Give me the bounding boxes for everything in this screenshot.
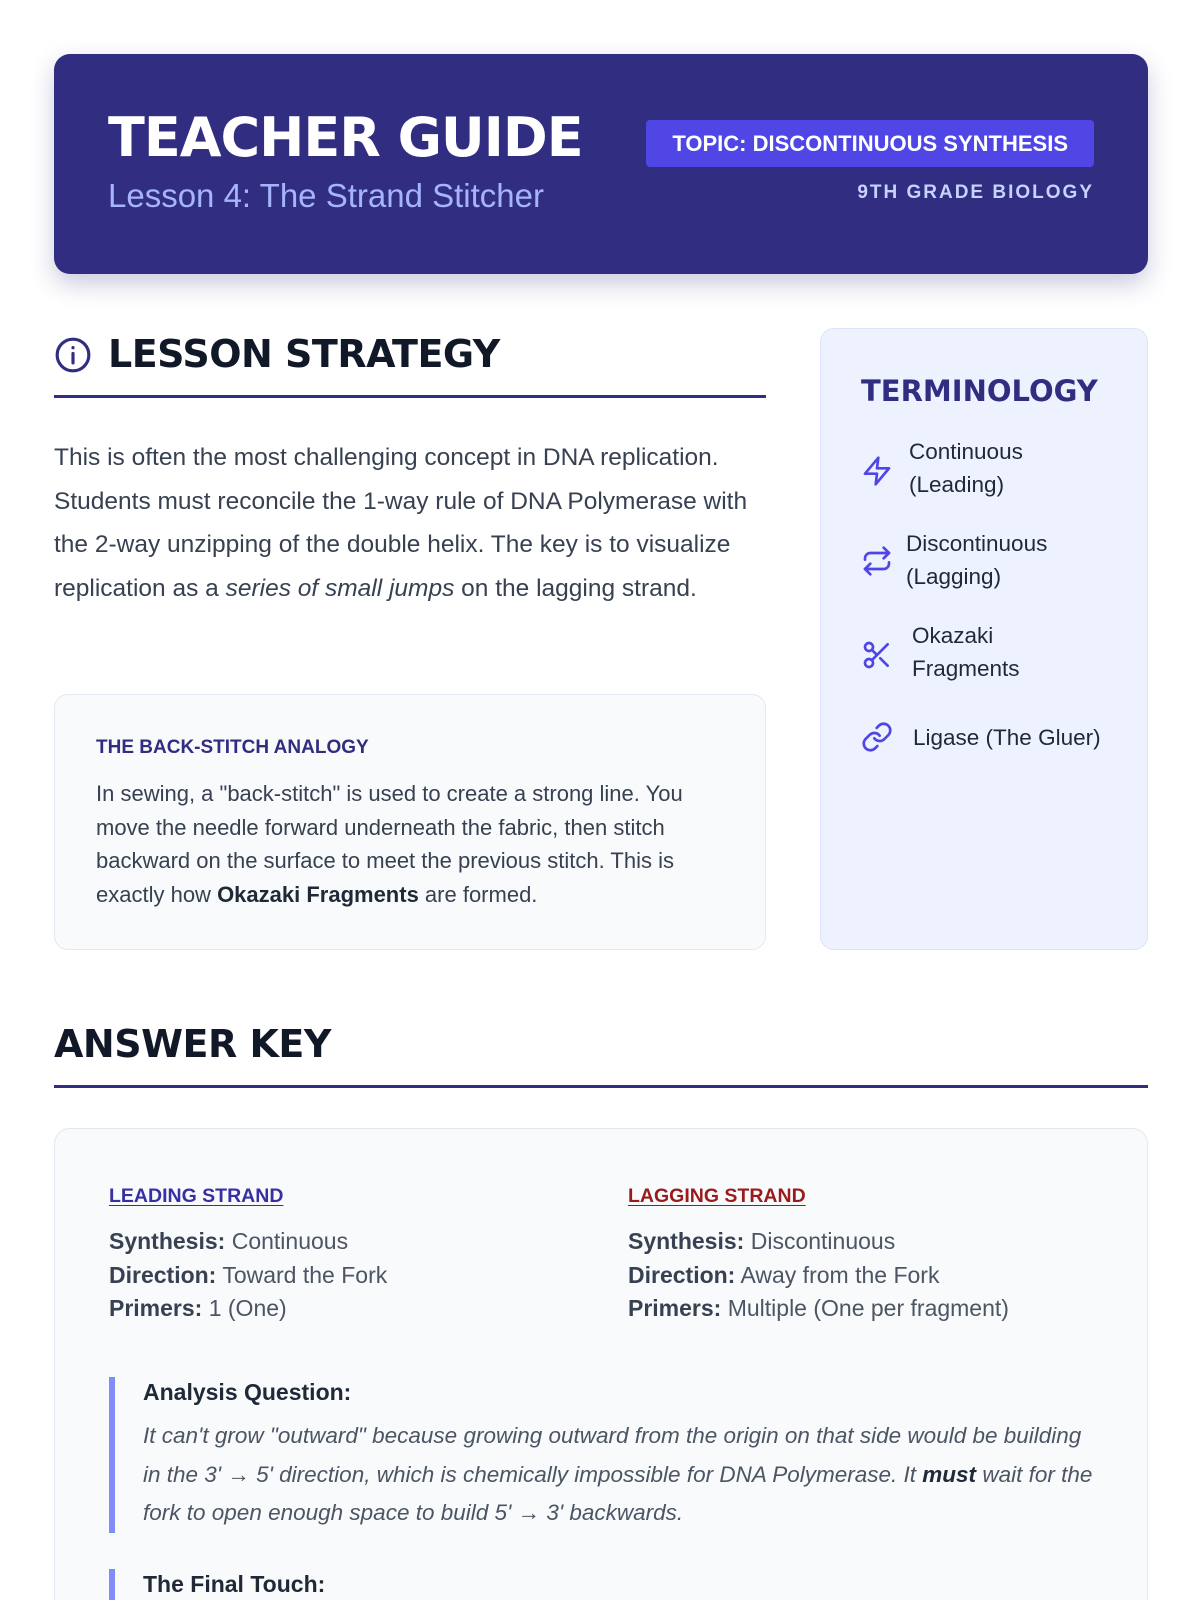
leading-primers: Primers: 1 (One) [109,1295,287,1321]
callout-text: It can't grow "outward" because growing outward from the origin on that side would be building in the 3' → 5' direction, which is chemically impossible for DNA Polymerase. It must wait for the fork to open enough space to build 5' → 3' backwards. [143,1423,1093,1525]
grade-label: 9TH GRADE BIOLOGY [857,182,1094,203]
final-touch-callout [109,1569,1099,1600]
terminology-title: TERMINOLOGY [861,374,1098,408]
topic-badge: TOPIC: DISCONTINUOUS SYNTHESIS [646,120,1094,167]
callout-title: The Final Touch: [143,1571,326,1597]
leading-strand-title: LEADING STRAND [109,1185,284,1207]
leading-direction: Direction: Toward the Fork [109,1261,388,1288]
analogy-card [54,694,766,950]
analysis-callout [109,1377,1099,1533]
info-icon [54,336,92,374]
strategy-paragraph: This is often the most challenging concept in DNA replication. Students must reconcile the 1-way rule of DNA Polymerase with the 2-way unzipping of the double helix. The key is to visualize replication as a series of small jumps on the lagging strand. [54,444,748,602]
lesson-strategy-heading [54,326,766,398]
answer-key-card [54,1128,1148,1600]
swap-arrows-icon [861,545,893,577]
analogy-text: In sewing, a "back-stitch" is used to create a strong line. You move the needle forward underneath the fabric, then stitch backward on the surface to meet the previous stitch. This is exactly how Okazaki Fragments are formed. [96,781,683,907]
term-label: Okazaki Fragments [912,623,1020,681]
term-label: Continuous (Leading) [909,439,1023,497]
callout-title: Analysis Question: [143,1379,352,1405]
link-icon [861,721,893,753]
leading-strand-column [109,1183,589,1326]
section-title: ANSWER KEY [54,1022,331,1066]
lightning-icon [861,455,893,487]
lagging-primers: Primers: Multiple (One per fragment) [628,1295,1009,1321]
scissors-icon [861,639,893,671]
lagging-strand-column [628,1183,1108,1326]
answer-key-heading [54,1016,1148,1088]
lagging-synthesis: Synthesis: Discontinuous [628,1228,896,1254]
term-label: Ligase (The Gluer) [913,725,1101,750]
analogy-title: THE BACK-STITCH ANALOGY [96,737,369,758]
leading-synthesis: Synthesis: Continuous [109,1228,349,1254]
header-banner [54,54,1148,274]
page-title: TEACHER GUIDE [108,106,583,169]
lagging-direction: Direction: Away from the Fork [628,1261,940,1288]
lagging-strand-title: LAGGING STRAND [628,1185,806,1207]
term-label: Discontinuous (Lagging) [906,531,1048,589]
terminology-panel [820,328,1148,950]
lesson-subtitle: Lesson 4: The Strand Stitcher [108,177,544,214]
section-title: LESSON STRATEGY [108,332,500,376]
